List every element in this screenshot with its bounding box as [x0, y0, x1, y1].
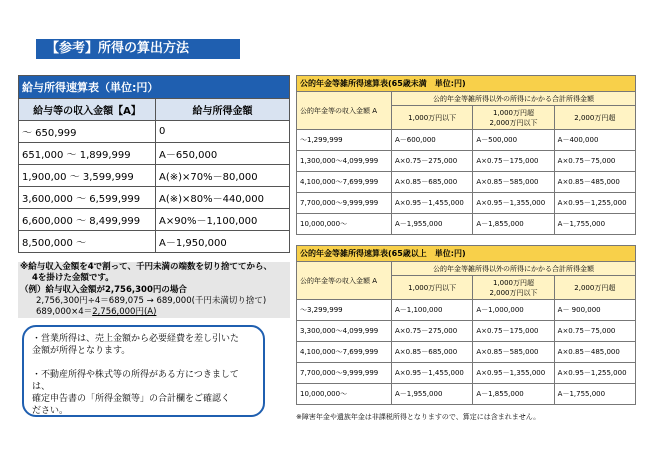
- table-cell: A×0.95－1,455,000: [392, 193, 473, 214]
- table-cell: A×90%－1,100,000: [156, 209, 290, 231]
- table-cell: A－1,100,000: [392, 300, 473, 321]
- salary-col-income: 給与等の収入金額【A】: [19, 99, 156, 121]
- table-row: [19, 231, 290, 253]
- table-cell: 6,600,000 ～ 8,499,999: [19, 209, 156, 231]
- salary-col-amount: 給与所得金額: [156, 99, 290, 121]
- table-cell: A×0.75－75,000: [554, 321, 635, 342]
- table-cell: A－ 900,000: [554, 300, 635, 321]
- table-cell: A×0.95－1,455,000: [392, 363, 473, 384]
- example-line2: 2,756,300円÷4＝689,075 → 689,000(千円未満切り捨て): [36, 296, 267, 306]
- table-cell: A×0.85－685,000: [392, 172, 473, 193]
- info-line: ・営業所得は、売上金額から必要経費を差し引いた: [32, 334, 240, 344]
- table-cell: A(※)×80%－440,000: [156, 187, 290, 209]
- example-line3: [36, 307, 156, 318]
- sub-label: 1,000万円超: [492, 278, 535, 287]
- footnote: ※障害年金や遺族年金は非課税所得となりますので、算定には含まれません。: [296, 413, 541, 421]
- table-cell: A(※)×70%－80,000: [156, 165, 290, 187]
- table-cell: 3,600,000 ～ 6,599,999: [19, 187, 156, 209]
- pension1-col-group: 公的年金等雑所得以外の所得にかかる合計所得金額: [392, 92, 636, 106]
- table-row: [19, 165, 290, 187]
- table-cell: ～ 650,999: [19, 121, 156, 143]
- table-cell: A×0.85－485,000: [554, 172, 635, 193]
- table-cell: A－1,000,000: [473, 300, 554, 321]
- table-row: [297, 193, 636, 214]
- table-cell: A－1,755,000: [554, 384, 635, 405]
- info-line: ださい。: [32, 406, 69, 416]
- table-row: [19, 121, 290, 143]
- table-cell: 10,000,000～: [297, 384, 392, 405]
- example-result: 2,756,000円(A): [92, 307, 157, 317]
- sub-label: 2,000万円以下: [489, 118, 538, 127]
- table-row: [19, 209, 290, 231]
- table-row: [297, 172, 636, 193]
- table-cell: A×0.95－1,255,000: [554, 193, 635, 214]
- pension2-sub1: 1,000万円以下: [392, 276, 473, 300]
- pension2-sub2: [473, 276, 554, 300]
- pension-table-under65: [296, 75, 636, 235]
- table-row: [297, 151, 636, 172]
- table-cell: A×0.85－485,000: [554, 342, 635, 363]
- table-cell: A×0.85－585,000: [473, 342, 554, 363]
- table-cell: 3,300,000～4,099,999: [297, 321, 392, 342]
- table-cell: A×0.85－585,000: [473, 172, 554, 193]
- table-row: [19, 187, 290, 209]
- sub-label: 1,000万円超: [492, 108, 535, 117]
- table-cell: A－600,000: [392, 130, 473, 151]
- table-cell: 7,700,000～9,999,999: [297, 193, 392, 214]
- example-line1: （例）給与収入金額が2,756,300円の場合: [20, 285, 187, 295]
- table-cell: A－500,000: [473, 130, 554, 151]
- table-cell: 4,100,000～7,699,999: [297, 172, 392, 193]
- table-cell: 4,100,000～7,699,999: [297, 342, 392, 363]
- salary-income-table: [18, 75, 290, 253]
- table-cell: A×0.95－1,355,000: [473, 193, 554, 214]
- example-calc: 689,000×4＝: [36, 307, 93, 317]
- table-row: [297, 300, 636, 321]
- table-row: [297, 363, 636, 384]
- table-cell: A－1,855,000: [473, 384, 554, 405]
- pension1-sub3: 2,000万円超: [554, 106, 635, 130]
- pension1-sub1: 1,000万円以下: [392, 106, 473, 130]
- table-cell: A－1,955,000: [392, 214, 473, 235]
- salary-table-heading: 給与所得速算表（単位:円）: [19, 76, 290, 99]
- table-cell: A－1,855,000: [473, 214, 554, 235]
- table-cell: 10,000,000～: [297, 214, 392, 235]
- pension2-col-income: 公的年金等の収入金額 A: [297, 262, 392, 300]
- table-cell: 651,000 ～ 1,899,999: [19, 143, 156, 165]
- table-cell: A－650,000: [156, 143, 290, 165]
- table-cell: A－1,755,000: [554, 214, 635, 235]
- pension2-sub3: 2,000万円超: [554, 276, 635, 300]
- pension1-heading: 公的年金等雑所得速算表(65歳未満 単位:円): [297, 76, 636, 92]
- pension1-col-income: 公的年金等の収入金額 A: [297, 92, 392, 130]
- info-box: [22, 325, 265, 417]
- table-row: [297, 384, 636, 405]
- table-cell: A×0.75－175,000: [473, 151, 554, 172]
- table-row: [297, 214, 636, 235]
- page-title: 【参考】所得の算出方法: [36, 39, 240, 59]
- table-cell: A×0.75－75,000: [554, 151, 635, 172]
- table-row: [297, 321, 636, 342]
- table-cell: A×0.85－685,000: [392, 342, 473, 363]
- table-cell: 1,900,00 ～ 3,599,999: [19, 165, 156, 187]
- table-cell: 1,300,000～4,099,999: [297, 151, 392, 172]
- table-cell: A－400,000: [554, 130, 635, 151]
- salary-note-line1: ※給与収入金額を4で割って、千円未満の端数を切り捨ててから、: [20, 262, 273, 272]
- table-cell: A－1,950,000: [156, 231, 290, 253]
- salary-note-line2: 4を掛けた金額です。: [32, 273, 114, 283]
- table-row: [297, 130, 636, 151]
- pension2-heading: 公的年金等雑所得速算表(65歳以上 単位:円): [297, 246, 636, 262]
- table-row: [19, 143, 290, 165]
- table-cell: A×0.75－275,000: [392, 151, 473, 172]
- table-row: [297, 342, 636, 363]
- pension2-col-group: 公的年金等雑所得以外の所得にかかる合計所得金額: [392, 262, 636, 276]
- table-cell: ～3,299,999: [297, 300, 392, 321]
- table-cell: 0: [156, 121, 290, 143]
- info-line: ・不動産所得や株式等の所得がある方につきましては、: [32, 370, 239, 392]
- table-cell: A×0.75－175,000: [473, 321, 554, 342]
- table-cell: A×0.95－1,355,000: [473, 363, 554, 384]
- table-cell: A×0.95－1,255,000: [554, 363, 635, 384]
- info-line: 金額が所得となります。: [32, 346, 131, 356]
- sub-label: 2,000万円以下: [489, 288, 538, 297]
- pension1-sub2: [473, 106, 554, 130]
- table-cell: ～1,299,999: [297, 130, 392, 151]
- table-cell: 7,700,000～9,999,999: [297, 363, 392, 384]
- pension-table-65plus: [296, 245, 636, 405]
- table-cell: 8,500,000 ～: [19, 231, 156, 253]
- table-cell: A×0.75－275,000: [392, 321, 473, 342]
- table-cell: A－1,955,000: [392, 384, 473, 405]
- info-line: 確定申告書の「所得金額等」の合計欄をご確認く: [32, 394, 231, 404]
